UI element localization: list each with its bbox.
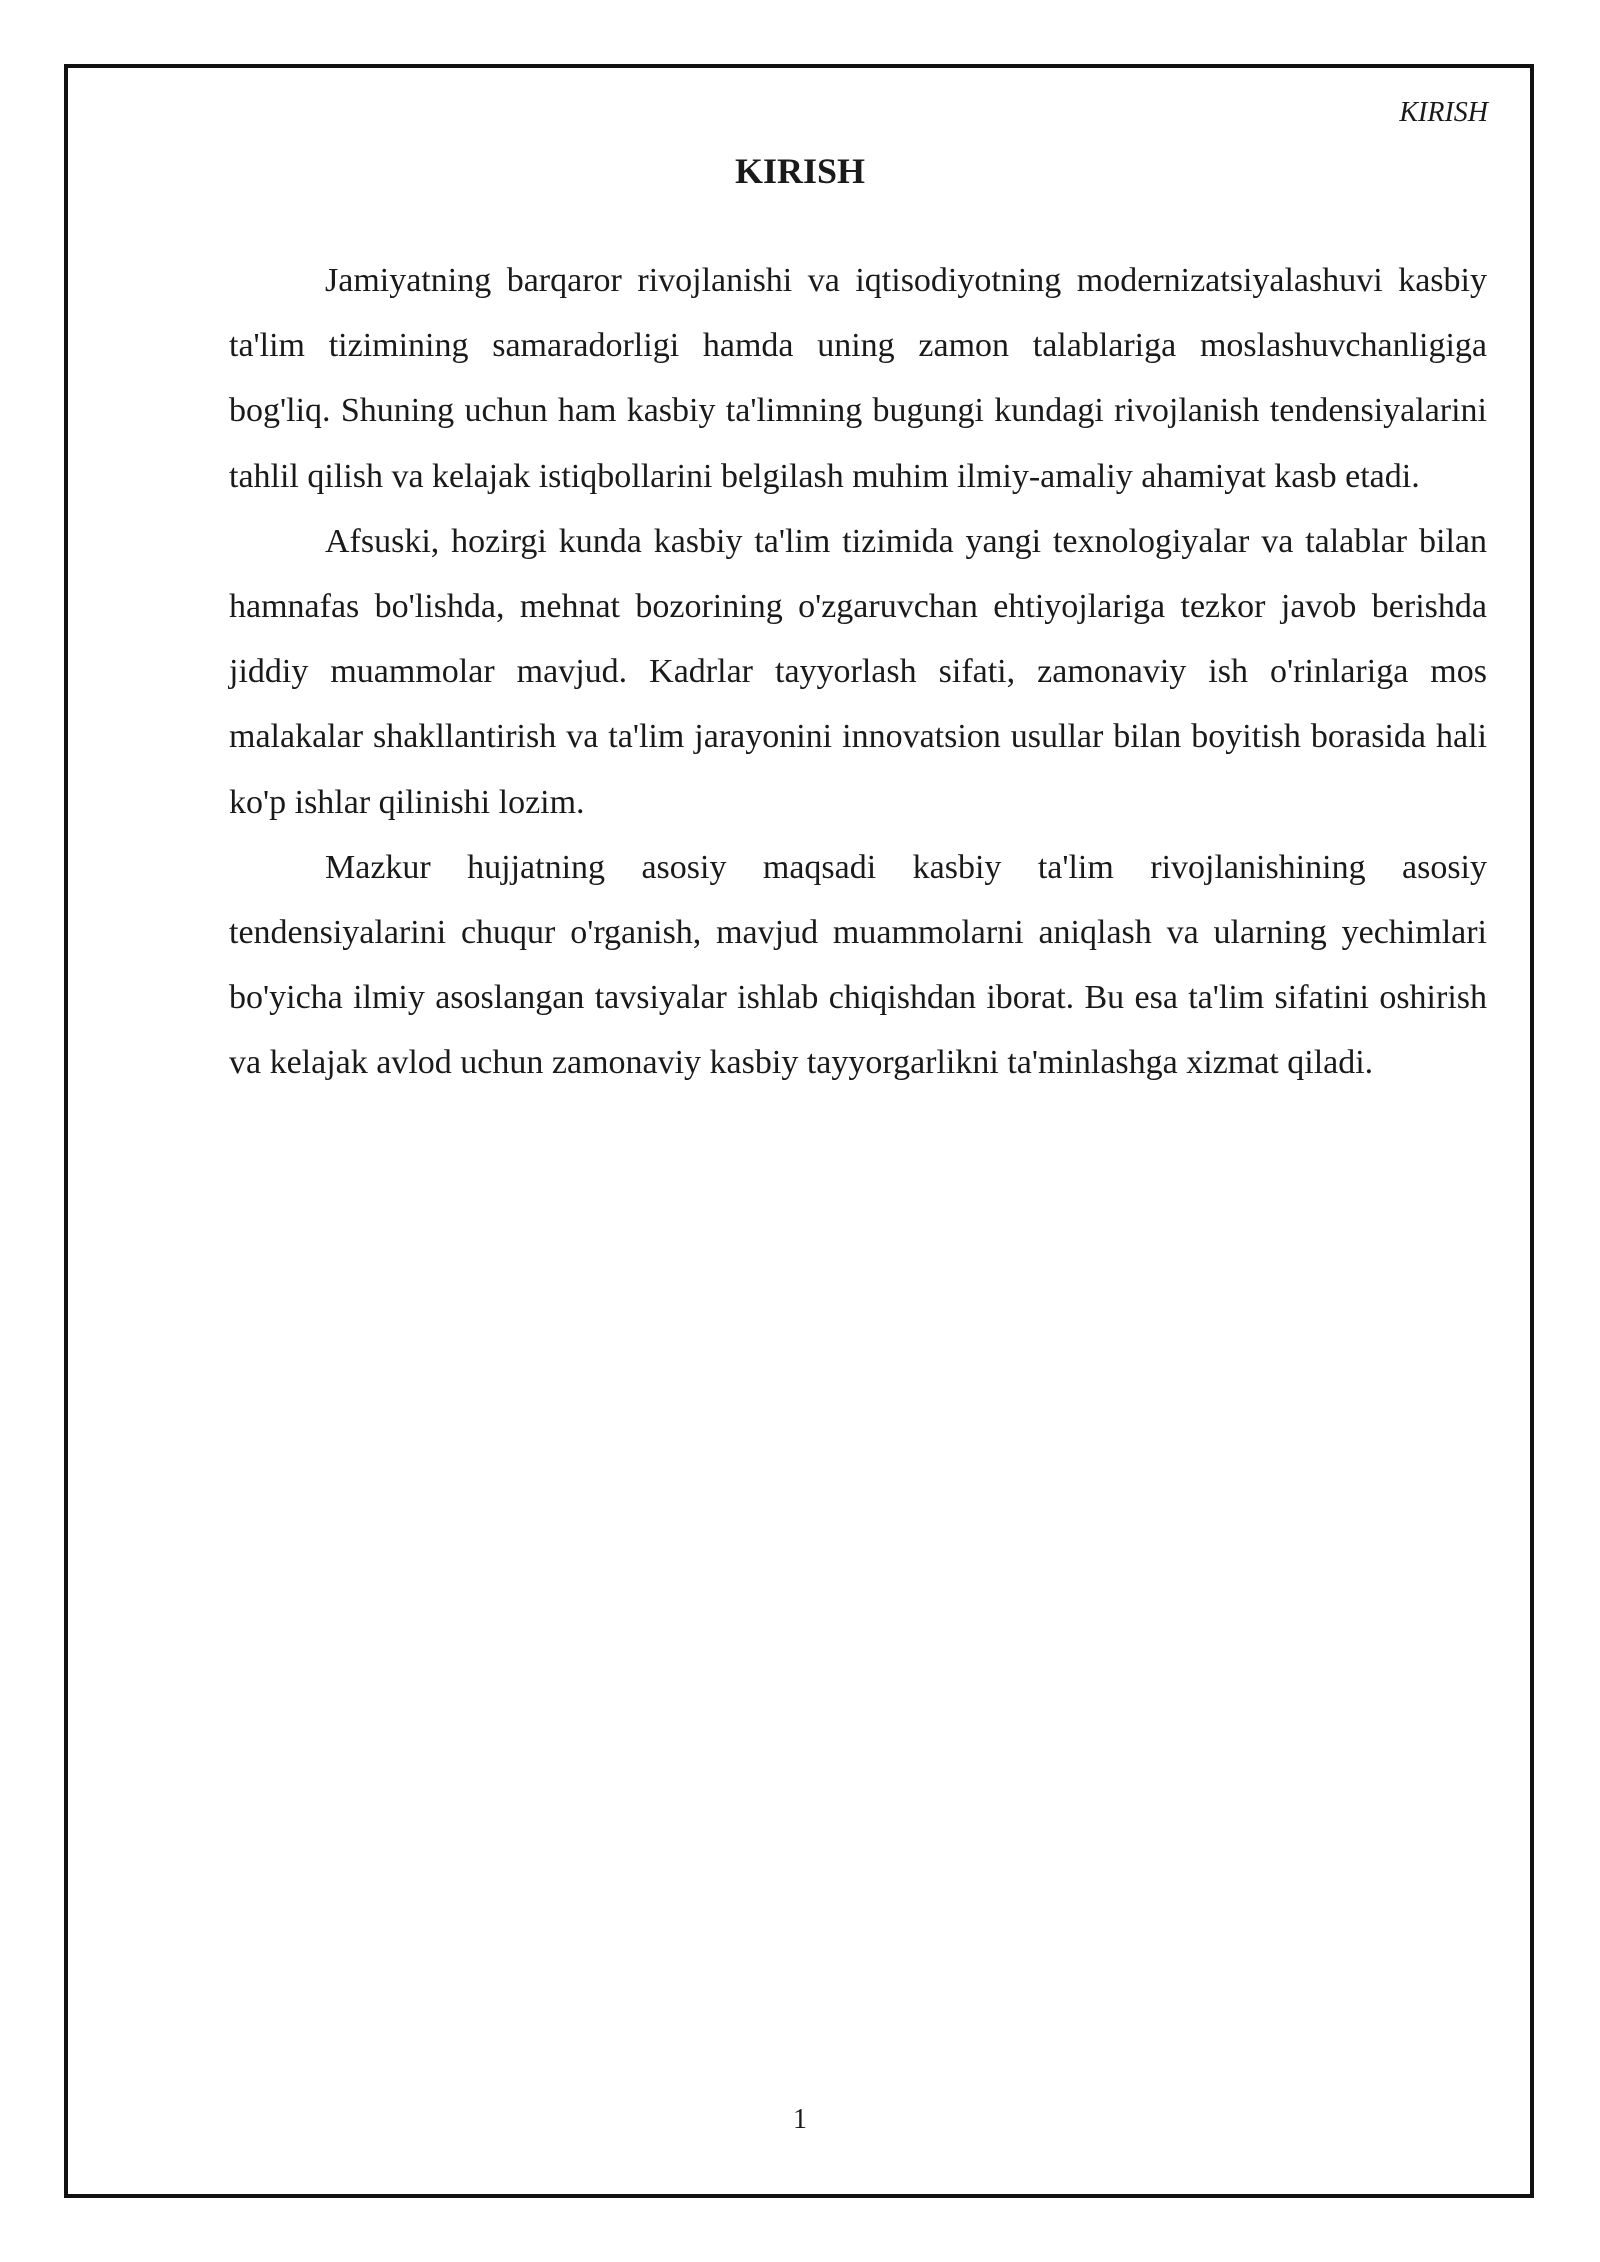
paragraph-3: Mazkur hujjatning asosiy maqsadi kasbiy ta'lim rivojlanishining asosiy tendensiyalarini chuqur o'rganish, mavjud muammolarni aniqlash va ularning yechimlari bo'yicha ilmiy asoslangan tavsiyalar ishlab chiqishdan iborat. Bu esa ta'lim sifatini oshirish va kelajak avlod uchun zamonaviy kasbiy tayyorgarlikni ta'minlashga xizmat qiladi. <box>229 848 1487 1082</box>
page-title: KIRISH <box>734 151 866 191</box>
body-text <box>229 248 1487 1096</box>
paragraph-2: Afsuski, hozirgi kunda kasbiy ta'lim tizimida yangi texnologiyalar va talablar bilan hamnafas bo'lishda, mehnat bozorining o'zgaruvchan ehtiyojlariga tezkor javob berishda jiddiy muammolar mavjud. Kadrlar tayyorlash sifati, zamonaviy ish o'rinlariga mos malakalar shakllantirish va ta'lim jarayonini innovatsion usullar bilan boyitish borasida hali ko'p ishlar qilinishi lozim. <box>229 522 1487 821</box>
paragraph-1: Jamiyatning barqaror rivojlanishi va iqtisodiyotning modernizatsiyalashuvi kasbiy ta'lim tizimining samaradorligi hamda uning zamon talablariga moslashuvchanligiga bog'liq. Shuning uchun ham kasbiy ta'limning bugungi kundagi rivojlanish tendensiyalarini tahlil qilish va kelajak istiqbollarini belgilash muhim ilmiy-amaliy ahamiyat kasb etadi. <box>229 262 1487 495</box>
page-number: 1 <box>793 2104 807 2135</box>
running-header: KIRISH <box>1399 97 1488 128</box>
